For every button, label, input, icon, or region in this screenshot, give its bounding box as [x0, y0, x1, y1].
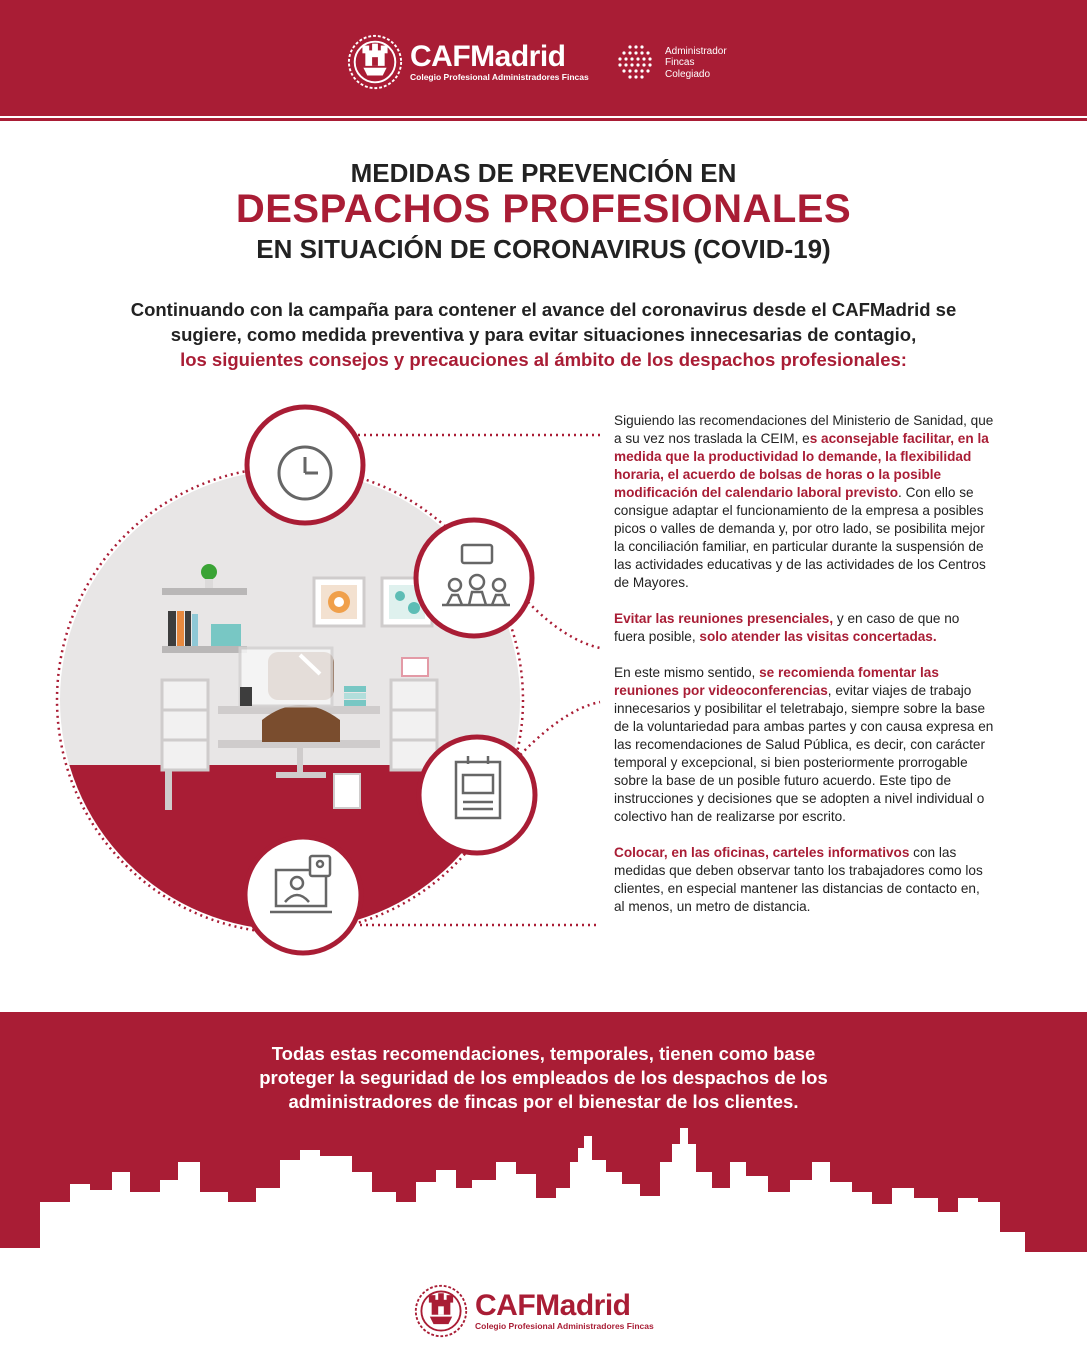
dots-logo-icon [617, 44, 655, 82]
clock-circle [247, 407, 363, 523]
cafmadrid-logo[interactable] [346, 33, 589, 91]
paragraph-flexibility: Siguiendo las recomendaciones del Ministerio de Sanidad, que a su vez nos traslada la CEIM, es aconsejable facilitar, en la medida que la productividad lo demande, la flexibilidad horaria, el acuerdo de bolsas de horas o la posible modificación del calendario laboral previsto. Con ello se consigue adaptar el funcionamiento de la empresa a posibles picos o valles de demanda y, por otro lado, se posibilita mejor la conciliación familiar, en particular durante la suspensión de las actividades educativas y de las actividades de los Centros de Mayores. [614, 413, 994, 590]
books-icon [168, 611, 176, 646]
shelf-bottom [162, 646, 247, 653]
logo-name: CAFMadrid [410, 39, 566, 73]
notice-circle [419, 737, 535, 853]
afc-logo [617, 44, 727, 82]
box-icon [211, 624, 241, 646]
afc-line1: Administrador [665, 45, 727, 57]
footer-line3: administradores de fincas por el bienestar de los clientes. [288, 1091, 799, 1112]
logo-subtitle: Colegio Profesional Administradores Fincas [410, 71, 589, 82]
crest-icon [413, 1283, 469, 1339]
intro-line2: sugiere, como medida preventiva y para evitar situaciones innecesarias de contagio, [170, 324, 917, 345]
bin-icon [334, 774, 360, 808]
footer-logo-subtitle: Colegio Profesional Administradores Fincas [475, 1320, 654, 1331]
paper-stack-icon [344, 686, 366, 692]
paragraph-meetings: Evitar las reuniones presenciales, y en caso de que no fuera posible, solo atender las visitas concertadas. [614, 611, 960, 644]
afc-line2: Fincas [665, 57, 695, 69]
paragraph-videoconference: En este mismo sentido, se recomienda fomentar las reuniones por videoconferencias, evitar viajes de trabajo innecesarios y posibilitar el teletrabajo, siempre sobre la base de la voluntariedad para ambas partes y con causa expresa en las recomendaciones de Salud Pública, es decir, con carácter temporal y excepcional, si bien posteriormente prorrogable sobre la base de un posible futuro acuerdo. Este tipo de instrucciones y decisiones que se adopten a nivel individual o colectivo han de realizarse por escrito. [614, 665, 994, 824]
footer-line1: Todas estas recomendaciones, temporales, tienen como base [271, 1043, 816, 1064]
footer-logo-name: CAFMadrid [475, 1288, 631, 1322]
office-illustration [0, 390, 620, 990]
paragraph-posters: Colocar, en las oficinas, carteles informativos con las medidas que deben observar tanto los trabajadores como los clientes, en especial mantener las distancias de contacto en, al menos, un metro de distancia. [614, 845, 983, 914]
pen-holder-icon [240, 687, 252, 706]
footer-line2: proteger la seguridad de los empleados de los despachos de los [259, 1067, 828, 1088]
recommendations-text [614, 412, 994, 934]
monitor-icon [240, 648, 332, 706]
intro-text [60, 297, 1027, 372]
title-line3: EN SITUACIÓN DE CORONAVIRUS (COVID-19) [256, 234, 831, 264]
title-line2: DESPACHOS PROFESIONALES [235, 187, 852, 231]
shelf-top [162, 588, 247, 595]
title-line1: MEDIDAS DE PREVENCIÓN EN [350, 158, 737, 188]
videocall-circle [245, 837, 361, 953]
afc-line3: Colegiado [665, 68, 711, 80]
calendar-icon [402, 658, 428, 676]
header-divider [0, 118, 1087, 121]
plant-icon [201, 564, 217, 580]
intro-line1: Continuando con la campaña para contener el avance del coronavirus desde el CAFMadrid se [130, 299, 957, 320]
header-bar [0, 0, 1087, 116]
intro-line3: los siguientes consejos y precauciones al ámbito de los despachos profesionales: [180, 349, 907, 370]
footer-cafmadrid-logo[interactable] [413, 1283, 654, 1339]
crest-icon [346, 33, 404, 91]
meeting-circle [416, 520, 532, 636]
picture-frame-left [314, 578, 364, 626]
